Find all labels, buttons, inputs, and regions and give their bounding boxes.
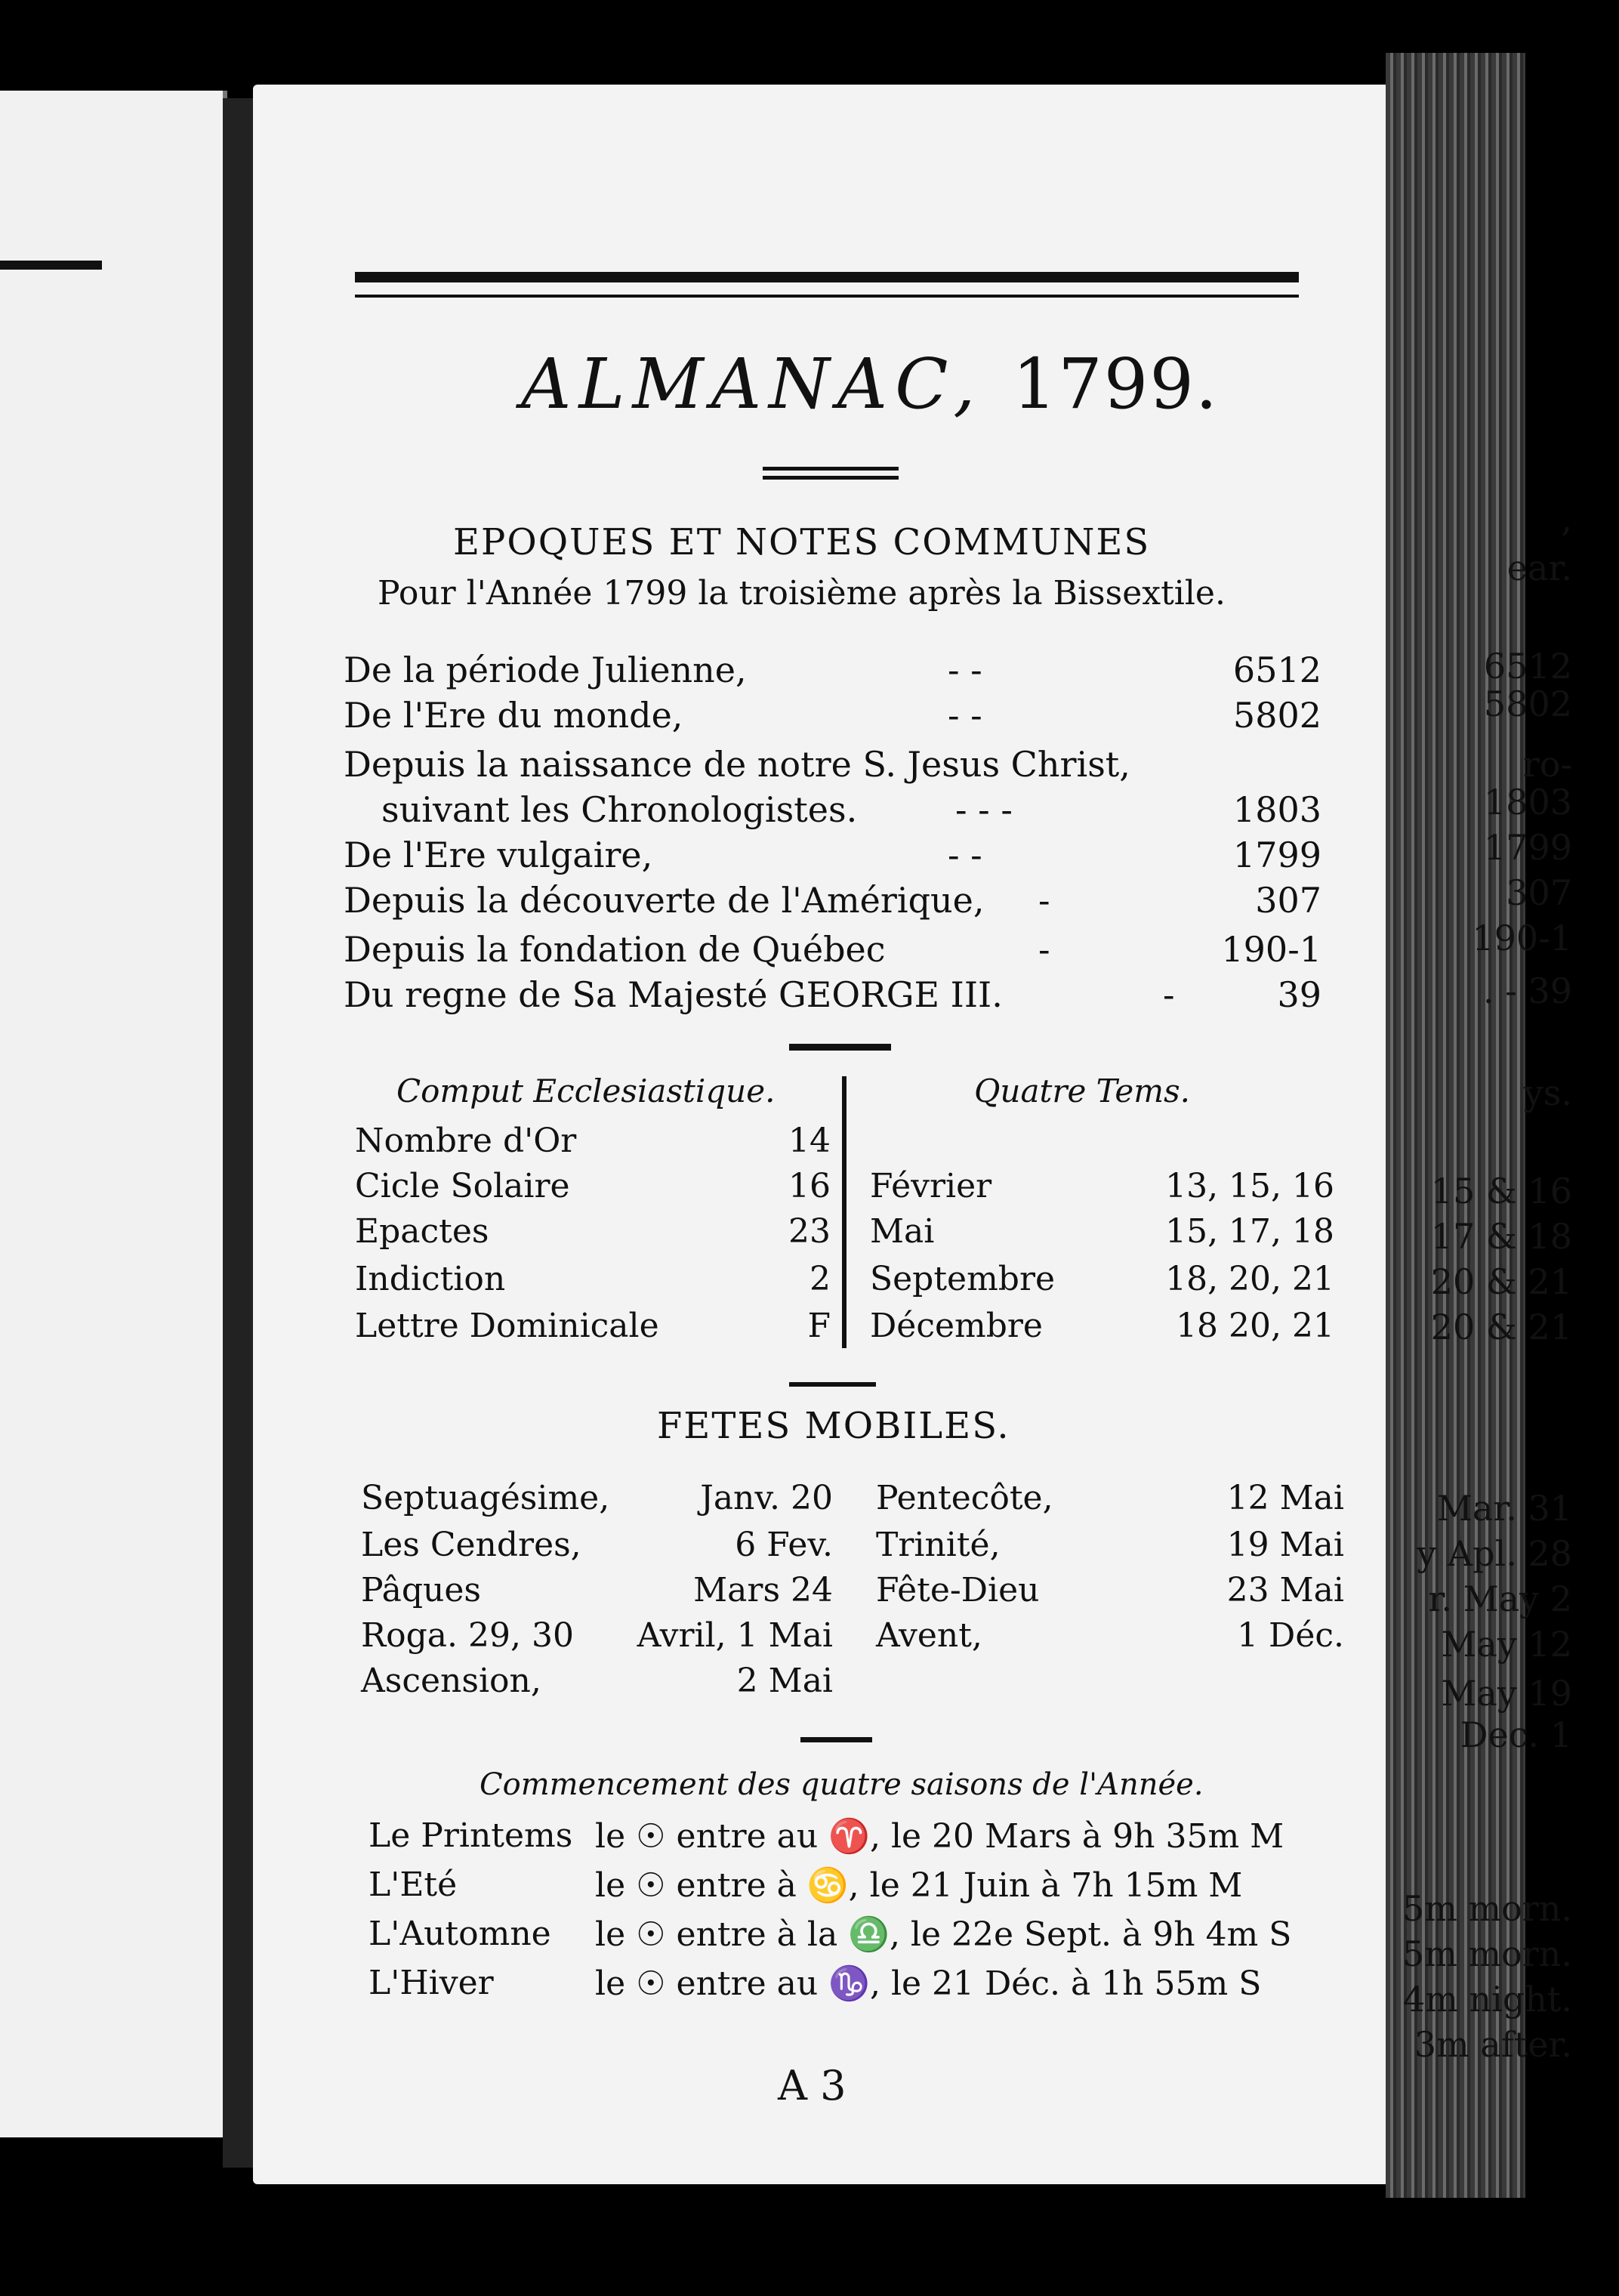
epoques-value: 6512 [1232, 650, 1321, 690]
epoques-row [344, 835, 1321, 881]
epoques-row [344, 650, 1321, 696]
fetes-value: Janv. 20 [700, 1479, 833, 1517]
fetes-right-row [876, 1616, 1344, 1663]
comput-value: 2 [810, 1260, 831, 1298]
quatre-tems-label: Septembre [870, 1260, 1056, 1298]
quatre-tems-label: Mai [870, 1212, 935, 1251]
fetes-left-row [361, 1616, 833, 1663]
comput-label: Lettre Dominicale [355, 1307, 659, 1345]
fetes-left-row [361, 1571, 833, 1618]
epoques-leader: - - [948, 695, 982, 736]
fetes-label: Pentecôte, [876, 1479, 1053, 1517]
left-page-line: 307 [1506, 872, 1572, 913]
saisons-label: Le Printems [369, 1816, 573, 1855]
fetes-right-row [876, 1479, 1344, 1526]
left-page [0, 91, 227, 2137]
fetes-label: Trinité, [876, 1526, 1001, 1564]
left-page-line: 15 & 16 [1430, 1171, 1572, 1211]
left-page-line: , [1561, 498, 1572, 539]
left-page-line: 6512 [1483, 646, 1572, 687]
left-page-line: 4m night. [1402, 1979, 1572, 2020]
quatre-tems-row [870, 1212, 1334, 1259]
comput-row [355, 1260, 831, 1307]
epoques-label: De la période Julienne, [344, 650, 747, 690]
saisons-heading: Commencement des quatre saisons de l'Année. [480, 1767, 1204, 1802]
title-text: ALMANAC, [521, 344, 983, 424]
left-page-line: 190-1 [1472, 918, 1572, 958]
left-page-line: 1803 [1483, 782, 1572, 822]
left-page-line: ys. [1523, 1072, 1572, 1113]
saisons-text: le ☉ entre au ♑, le 21 Déc. à 1h 55m S [595, 1964, 1262, 2003]
saisons-row [369, 1816, 1350, 1863]
epoques-label: De l'Ere vulgaire, [344, 835, 653, 875]
left-page-line: ro- [1522, 744, 1572, 785]
epoques-row [344, 880, 1321, 927]
comput-value: F [807, 1307, 831, 1345]
left-page-line: May 19 [1441, 1673, 1572, 1714]
fetes-label: Fête-Dieu [876, 1571, 1040, 1609]
column-divider [842, 1076, 847, 1348]
fetes-label: Roga. 29, 30 [361, 1616, 574, 1655]
comput-value: 14 [788, 1122, 831, 1160]
quatre-tems-label: Décembre [870, 1307, 1043, 1345]
saisons-text: le ☉ entre au ♈, le 20 Mars à 9h 35m M [595, 1817, 1284, 1856]
epoques-row [344, 974, 1321, 1021]
comput-value: 16 [788, 1167, 831, 1205]
epoques-row [344, 744, 1321, 791]
fetes-value: 2 Mai [736, 1662, 833, 1700]
title-rule [763, 467, 899, 471]
saisons-label: L'Automne [369, 1915, 551, 1953]
left-page-line: 5m morn. [1402, 1888, 1572, 1929]
comput-row [355, 1167, 831, 1214]
epoques-subheading: Pour l'Année 1799 la troisième après la Bissextile. [378, 574, 1226, 613]
comput-value: 23 [788, 1212, 831, 1251]
fetes-right-row [876, 1526, 1344, 1572]
epoques-value: 190-1 [1221, 929, 1321, 970]
left-page-line: 17 & 18 [1430, 1216, 1572, 1257]
fetes-value: Avril, 1 Mai [637, 1616, 833, 1655]
fetes-right-row [876, 1571, 1344, 1618]
fetes-value: 12 Mai [1226, 1479, 1344, 1517]
quatre-tems-label: Février [870, 1167, 992, 1205]
fetes-label: Les Cendres, [361, 1526, 581, 1564]
comput-row [355, 1307, 831, 1353]
page-title [521, 344, 1219, 424]
quatre-tems-value: 18 20, 21 [1176, 1307, 1334, 1345]
epoques-heading: EPOQUES ET NOTES COMMUNES [453, 521, 1151, 563]
epoques-value: 307 [1255, 880, 1321, 921]
section-rule-1 [789, 1044, 891, 1051]
saisons-row [369, 1964, 1350, 2011]
fetes-value: Mars 24 [693, 1571, 833, 1609]
epoques-leader: - [1038, 929, 1050, 970]
epoques-leader: - - [948, 835, 982, 875]
epoques-row [344, 929, 1321, 976]
comput-row [355, 1122, 831, 1168]
left-page-rule [0, 261, 102, 270]
left-page-line: May 12 [1441, 1624, 1572, 1665]
left-page-line: 5m morn. [1402, 1933, 1572, 1974]
book-gutter [223, 98, 253, 2168]
saisons-text: le ☉ entre à ♋, le 21 Juin à 7h 15m M [595, 1866, 1243, 1905]
fetes-label: Pâques [361, 1571, 481, 1609]
left-page-line: 20 & 21 [1430, 1261, 1572, 1302]
epoques-value: 1799 [1232, 835, 1321, 875]
quatre-tems-value: 18, 20, 21 [1165, 1260, 1334, 1298]
epoques-leader: - [1163, 974, 1175, 1015]
epoques-leader: - [1038, 880, 1050, 921]
epoques-label: Depuis la découverte de l'Amérique, [344, 880, 985, 921]
comput-heading: Comput Ecclesiastique. [396, 1072, 776, 1109]
saisons-text: le ☉ entre à la ♎, le 22e Sept. à 9h 4m S [595, 1915, 1292, 1954]
left-page-line: 1799 [1483, 827, 1572, 868]
comput-label: Nombre d'Or [355, 1122, 577, 1160]
saisons-row [369, 1866, 1350, 1912]
comput-label: Epactes [355, 1212, 489, 1251]
fetes-heading: FETES MOBILES. [657, 1405, 1010, 1447]
comput-label: Cicle Solaire [355, 1167, 570, 1205]
quatre-tems-value: 13, 15, 16 [1165, 1167, 1334, 1205]
title-year: 1799. [1012, 344, 1220, 424]
fetes-left-row [361, 1479, 833, 1526]
quatre-tems-row [870, 1307, 1334, 1353]
fetes-value: 19 Mai [1226, 1526, 1344, 1564]
fetes-value: 23 Mai [1226, 1571, 1344, 1609]
epoques-label: De l'Ere du monde, [344, 695, 683, 736]
saisons-label: L'Eté [369, 1866, 458, 1904]
epoques-label: suivant les Chronologistes. [381, 789, 858, 830]
left-page-line: Mar. 31 [1436, 1488, 1572, 1529]
comput-label: Indiction [355, 1260, 506, 1298]
fetes-left-row [361, 1526, 833, 1572]
fetes-value: 1 Déc. [1237, 1616, 1344, 1655]
epoques-leader: - - - [955, 789, 1013, 830]
comput-row [355, 1212, 831, 1259]
fetes-label: Septuagésime, [361, 1479, 610, 1517]
epoques-row [344, 789, 1321, 836]
section-rule-2 [789, 1382, 876, 1387]
fetes-left-row [361, 1662, 833, 1708]
epoques-row [344, 695, 1321, 742]
left-page-line: 5802 [1483, 684, 1572, 724]
saisons-label: L'Hiver [369, 1964, 494, 2002]
left-page-line: Dec. 1 [1460, 1714, 1572, 1755]
epoques-leader: - - [948, 650, 982, 690]
epoques-value: 39 [1277, 974, 1321, 1015]
left-page-line: 20 & 21 [1430, 1307, 1572, 1347]
left-page-line: y Apl. 28 [1417, 1533, 1572, 1574]
fetes-value: 6 Fev. [735, 1526, 833, 1564]
saisons-row [369, 1915, 1350, 1961]
page-edges [1386, 53, 1525, 2198]
left-page-line: . - 39 [1483, 971, 1572, 1011]
top-rule-thin [355, 295, 1299, 298]
left-page-line: 3m after. [1414, 2024, 1572, 2065]
epoques-label: Du regne de Sa Majesté GEORGE III. [344, 974, 1003, 1015]
epoques-value: 5802 [1232, 695, 1321, 736]
left-page-line: ear. [1506, 548, 1572, 588]
fetes-label: Avent, [876, 1616, 982, 1655]
quatre-tems-heading: Quatre Tems. [974, 1072, 1191, 1109]
fetes-label: Ascension, [361, 1662, 541, 1700]
top-rule [355, 272, 1299, 282]
epoques-value: 1803 [1232, 789, 1321, 830]
section-rule-3 [800, 1737, 872, 1742]
page-signature: A 3 [778, 2062, 847, 2109]
quatre-tems-row [870, 1260, 1334, 1307]
title-rule-2 [763, 476, 899, 480]
epoques-label: Depuis la fondation de Québec [344, 929, 886, 970]
epoques-label: Depuis la naissance de notre S. Jesus Christ, [344, 744, 1130, 785]
quatre-tems-row [870, 1167, 1334, 1214]
quatre-tems-value: 15, 17, 18 [1165, 1212, 1334, 1251]
left-page-line: r. May 2 [1428, 1578, 1572, 1619]
